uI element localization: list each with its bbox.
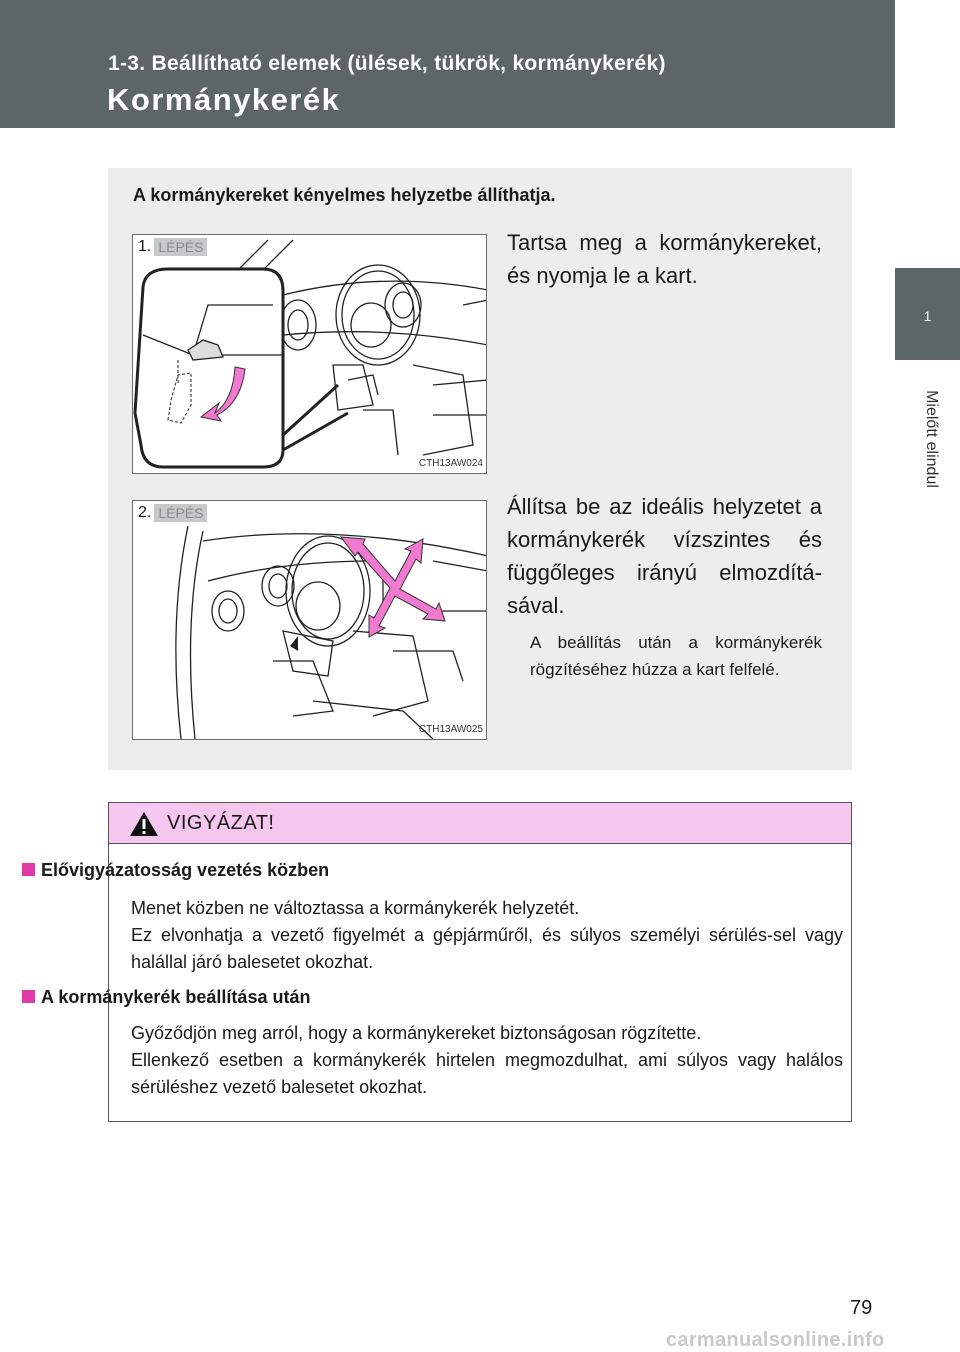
warning-item-2-line-2: Ellenkező esetben a kormánykerék hirtelen megmozdulhat, ami súlyos vagy halálos sérüléshez vezető balesetet okozhat. — [131, 1050, 843, 1097]
warning-item-1-text — [131, 895, 843, 976]
step-1-figure-code: CTH13AW024 — [418, 458, 483, 469]
warning-item-2-line-1: Győződjön meg arról, hogy a kormánykereket biztonságosan rögzítette. — [131, 1023, 702, 1043]
warning-item-2-heading: A kormánykerék beállítása után — [22, 987, 310, 1008]
warning-item-1-line-2: Ez elvonhatja a vezető figyelmét a gépjárműről, és súlyos személyi sérülés-sel vagy halállal járó balesetet okozhat. — [131, 925, 843, 972]
chapter-tab-label-container — [895, 360, 960, 510]
warning-title: VIGYÁZAT! — [167, 812, 275, 834]
step-2-figure — [132, 500, 487, 740]
step-2-number: 2. — [138, 504, 152, 521]
step-2-figure-code: CTH13AW025 — [418, 724, 483, 735]
warning-triangle-icon — [129, 811, 159, 837]
warning-item-1-line-1: Menet közben ne változtassa a kormánykerék helyzetét. — [131, 898, 580, 918]
step-2-label: LÉPÉS — [154, 504, 207, 522]
steering-lever-down-illustration — [133, 235, 487, 474]
warning-item-2-text — [131, 1020, 843, 1101]
step-1-figure — [132, 234, 487, 474]
intro-text: A kormánykereket kényelmes helyzetbe állíthatja. — [133, 185, 556, 205]
section-title: 1-3. Beállítható elemek (ülések, tükrök, kormánykerék) — [108, 52, 666, 75]
chapter-tab-number: 1 — [895, 268, 960, 360]
square-bullet-icon — [22, 990, 35, 1003]
page-title: Kormánykerék — [107, 82, 341, 117]
step-1-number: 1. — [138, 238, 152, 255]
chapter-header — [0, 0, 895, 128]
page-number: 79 — [850, 1297, 873, 1319]
step-2-text: Állítsa be az ideális helyzetet a kormánykerék vízszintes és függőleges irányú elmozdításával. — [507, 494, 822, 618]
step-1-label: LÉPÉS — [154, 238, 207, 256]
warning-item-1-heading: Elővigyázatosság vezetés közben — [22, 860, 329, 881]
chapter-tab-label: Mielőtt elindul — [923, 390, 940, 488]
square-bullet-icon — [22, 863, 35, 876]
watermark: carmanualsonline.info — [666, 1329, 885, 1351]
step-2-note: A beállítás után a kormánykerék rögzítéséhez húzza a kart felfelé. — [530, 633, 822, 679]
steering-adjust-illustration — [133, 501, 487, 740]
step-1-text: Tartsa meg a kormánykereket, és nyomja le a kart. — [507, 230, 822, 288]
step-2-tag — [134, 502, 207, 524]
step-1-tag — [134, 236, 207, 258]
warning-header — [109, 803, 851, 844]
